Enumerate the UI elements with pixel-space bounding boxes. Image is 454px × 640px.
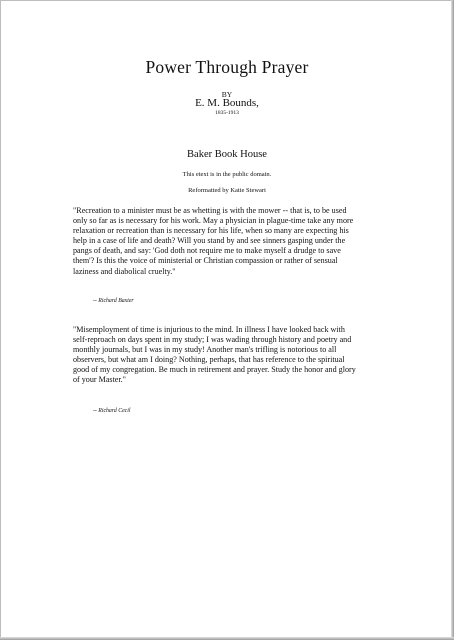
quote-attribution-cecil: -- Richard Cecil: [93, 408, 131, 414]
author-name: E. M. Bounds,: [195, 97, 259, 109]
publisher-name: Baker Book House: [187, 149, 267, 160]
by-line: BY: [221, 90, 233, 99]
book-title: Power Through Prayer: [145, 57, 309, 77]
quote-cecil: "Misemployment of time is injurious to the mind. In illness I have looked back with self-reproach on days spent in my study; I was wading through history and poetry and monthly journals, but I was in my study! Another man's trifling is notorious to all observers, but what am I doing? Nothing, perhaps, that has reference to the spiritual good of my congregation. Be much in retirement and prayer. Study the honor and glory of your Master.": [73, 325, 356, 385]
quote-baxter: "Recreation to a minister must be as whetting is with the mower -- that is, to be used only so far as is necessary for his work. May a physician in plague-time take any more relaxation or recreation than is necessary for his life, when so many are expecting his help in a case of life and death? Will you stand by and see sinners gasping under the pangs of death, and say: 'God doth not require me to make myself a drudge to save them'? Is this the voice of ministerial or Christian compassion or rather of sensual laziness and diabolical cruelty.": [73, 206, 354, 276]
author-years: 1835-1913: [215, 110, 239, 116]
reformatted-credit: Reformatted by Katie Stewart: [188, 187, 266, 194]
quote-attribution-baxter: -- Richard Baxter: [93, 298, 134, 304]
public-domain-notice: This etext is in the public domain.: [182, 171, 272, 178]
